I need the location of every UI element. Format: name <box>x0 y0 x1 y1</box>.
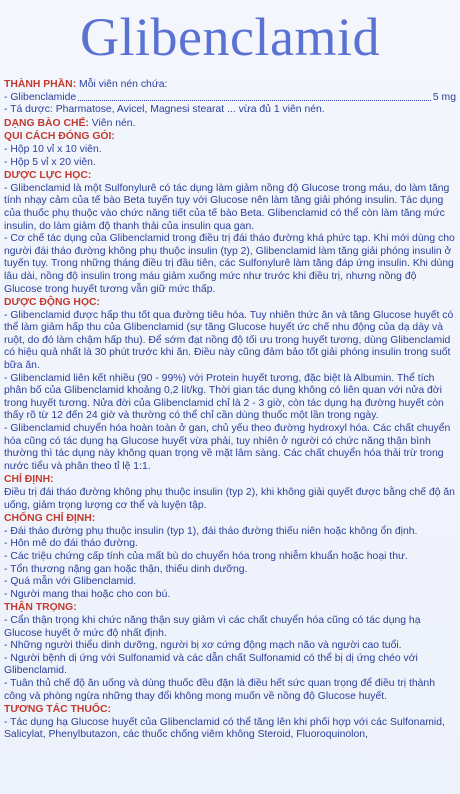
indications-section <box>4 474 456 512</box>
active-ingredient-row <box>4 92 456 105</box>
packaging-item: - Hộp 5 vỉ x 20 viên. <box>4 156 96 168</box>
product-title: Glibenclamid <box>80 7 380 67</box>
dosage-form-heading: DẠNG BÀO CHẾ: <box>4 117 89 129</box>
contraindication-item: - Tổn thương nặng gan hoặc thận, thiếu dinh dưỡng. <box>4 563 248 575</box>
dosage-form-text: Viên nén. <box>91 117 136 129</box>
indications-text: Điều trị đái tháo đường không phụ thuộc insulin (typ 2), khi không giải quyết được bằng chế độ ăn uống, giảm trọng lượng cơ thể và luyện tập. <box>4 487 455 511</box>
precaution-item: - Những người thiểu dinh dưỡng, người bị xơ cứng động mạch não và người cao tuổi. <box>4 640 402 652</box>
composition-intro: Mỗi viên nén chứa: <box>79 79 168 90</box>
dot-leader <box>78 100 431 101</box>
precautions-heading: THẬN TRỌNG: <box>4 602 77 614</box>
pharmacokinetics-paragraph: - Glibenclamid liên kết nhiều (90 - 99%) với Protein huyết tương, đặc biệt là Albumin. Thể tích phân bố của Glibenclamid khoảng 0,2 lít/kg. Thời gian tác dụng không có liên quan với nửa đời trong huyết tương. Nửa đời của Glibenclamid chỉ là 2 - 3 giờ, còn tác dụng hạ đường huyết còn thấy rõ từ 12 đến 24 giờ và thường có thể chỉ cần dùng thuốc một lần trong ngày. <box>4 372 444 422</box>
precaution-item: - Tuân thủ chế độ ăn uống và dùng thuốc đều đặn là điều hết sức quan trọng để điều trị thành công và phòng ngừa những thay đổi không mong muốn về nồng độ Glucose huyết. <box>4 677 435 702</box>
interactions-section <box>4 704 456 742</box>
dosage-form-section <box>4 118 456 131</box>
active-ingredient-amount: 5 mg <box>432 91 456 103</box>
contraindication-item: - Các triệu chứng cấp tính của mất bù do chuyển hóa trong nhiễm khuẩn hoặc hoại thư. <box>4 550 408 562</box>
precaution-item: - Người bệnh dị ứng với Sulfonamid và các dẫn chất Sulfonamid có thể bị dị ứng chéo với Glibenclamid. <box>4 652 418 677</box>
composition-heading: THÀNH PHẦN: <box>4 79 77 90</box>
pharmacodynamics-section <box>4 170 456 296</box>
packaging-heading: QUI CÁCH ĐÓNG GÓI: <box>4 131 115 143</box>
contraindication-item: - Người mang thai hoặc cho con bú. <box>4 588 171 600</box>
leaflet-content <box>4 78 456 742</box>
interactions-text: - Tác dụng hạ Glucose huyết của Glibenclamid có thể tăng lên khi phối hợp với các Sulfonamid, Salicylat, Phenylbutazon, các thuốc chống viêm không Steroid, Fluoroquinolon, <box>4 716 445 741</box>
contraindications-section <box>4 513 456 601</box>
precaution-item: - Cẩn thận trọng khi chức năng thận suy giảm vì các chất chuyển hóa cũng có tác dụng hạ Glucose huyết ở mức độ nhất định. <box>4 614 421 639</box>
excipients-text: - Tá dược: Pharmatose, Avicel, Magnesi stearat ... vừa đủ 1 viên nén. <box>4 104 325 116</box>
active-ingredient-name: - Glibenclamide <box>4 91 77 103</box>
pharmacokinetics-paragraph: - Glibenclamid chuyển hóa hoàn toàn ở gan, chủ yếu theo đường hydroxyl hóa. Các chất chuyển hóa cũng có tác dụng hạ Glucose huyết vừa phải, tuy nhiên ở người có chức năng thận bình thường thì tác dụng này không quan trọng về mặt lâm sàng. Các chất chuyển hóa thải trừ trong nước tiểu và phân theo tỉ lệ 1:1. <box>4 423 451 472</box>
pharmacodynamics-paragraph: - Glibenclamid là một Sulfonylurê có tác dụng làm giảm nồng độ Glucose trong máu, do làm tăng tính nhạy cảm của tế bào Beta tuyến tụy với Glucose nên làm tăng giải phóng insulin. Tác dụng của thuốc phụ thuộc vào chức năng tiết của tế bào Beta. Glibenclamid có thể còn làm tăng mức insulin, do làm giảm độ thanh thải của insulin qua gan. <box>4 182 450 232</box>
contraindications-heading: CHỐNG CHỈ ĐỊNH: <box>4 513 96 525</box>
pharmacokinetics-section <box>4 297 456 473</box>
pharmacokinetics-paragraph: - Glibenclamid được hấp thu tốt qua đường tiêu hóa. Tuy nhiên thức ăn và tăng Glucose huyết có thể làm giảm hấp thu của Glibenclamid (sự tăng Glucose huyết ức chế nhu động của dạ dày và ruột, do đó làm chậm hấp thu). Để sớm đạt nồng độ tối ưu trong huyết tương, dùng Glibenclamid có hiệu quả nhất là 30 phút trước khi ăn. Điều này cũng đảm bảo tốt giải phóng insulin trong suốt bữa ăn. <box>4 309 454 372</box>
contraindication-item: - Hôn mê do đái tháo đường. <box>4 538 138 550</box>
indications-heading: CHỈ ĐỊNH: <box>4 474 54 486</box>
packaging-section <box>4 131 456 169</box>
contraindication-item: - Đái tháo đường phụ thuộc insulin (typ 1), đái tháo đường thiếu niên hoặc không ổn định. <box>4 525 418 537</box>
composition-section <box>4 79 456 117</box>
pharmacodynamics-heading: DƯỢC LỰC HỌC: <box>4 170 92 182</box>
packaging-item: - Hộp 10 vỉ x 10 viên. <box>4 143 102 155</box>
precautions-section <box>4 602 456 703</box>
contraindication-item: - Quá mẫn với Glibenclamid. <box>4 576 137 588</box>
pharmacokinetics-heading: DƯỢC ĐỘNG HỌC: <box>4 297 100 309</box>
interactions-heading: TƯƠNG TÁC THUỐC: <box>4 704 111 716</box>
pharmacodynamics-paragraph: - Cơ chế tác dụng của Glibenclamid trong điều trị đái tháo đường khá phức tạp. Khi mới dùng cho người đái tháo đường không phụ thuộc insulin (typ 2), Glibenclamid làm tăng giải phóng insulin ở tuyến tụy. Trong những tháng điều trị đầu tiên, các Sulfonylurê làm tăng đáp ứng insulin. Khi dùng lâu dài, nồng độ insulin trong máu giảm xuống mức như trước khi điều trị, nhưng nồng độ Glucose trong huyết tương vẫn giữ mức thấp. <box>4 233 455 295</box>
